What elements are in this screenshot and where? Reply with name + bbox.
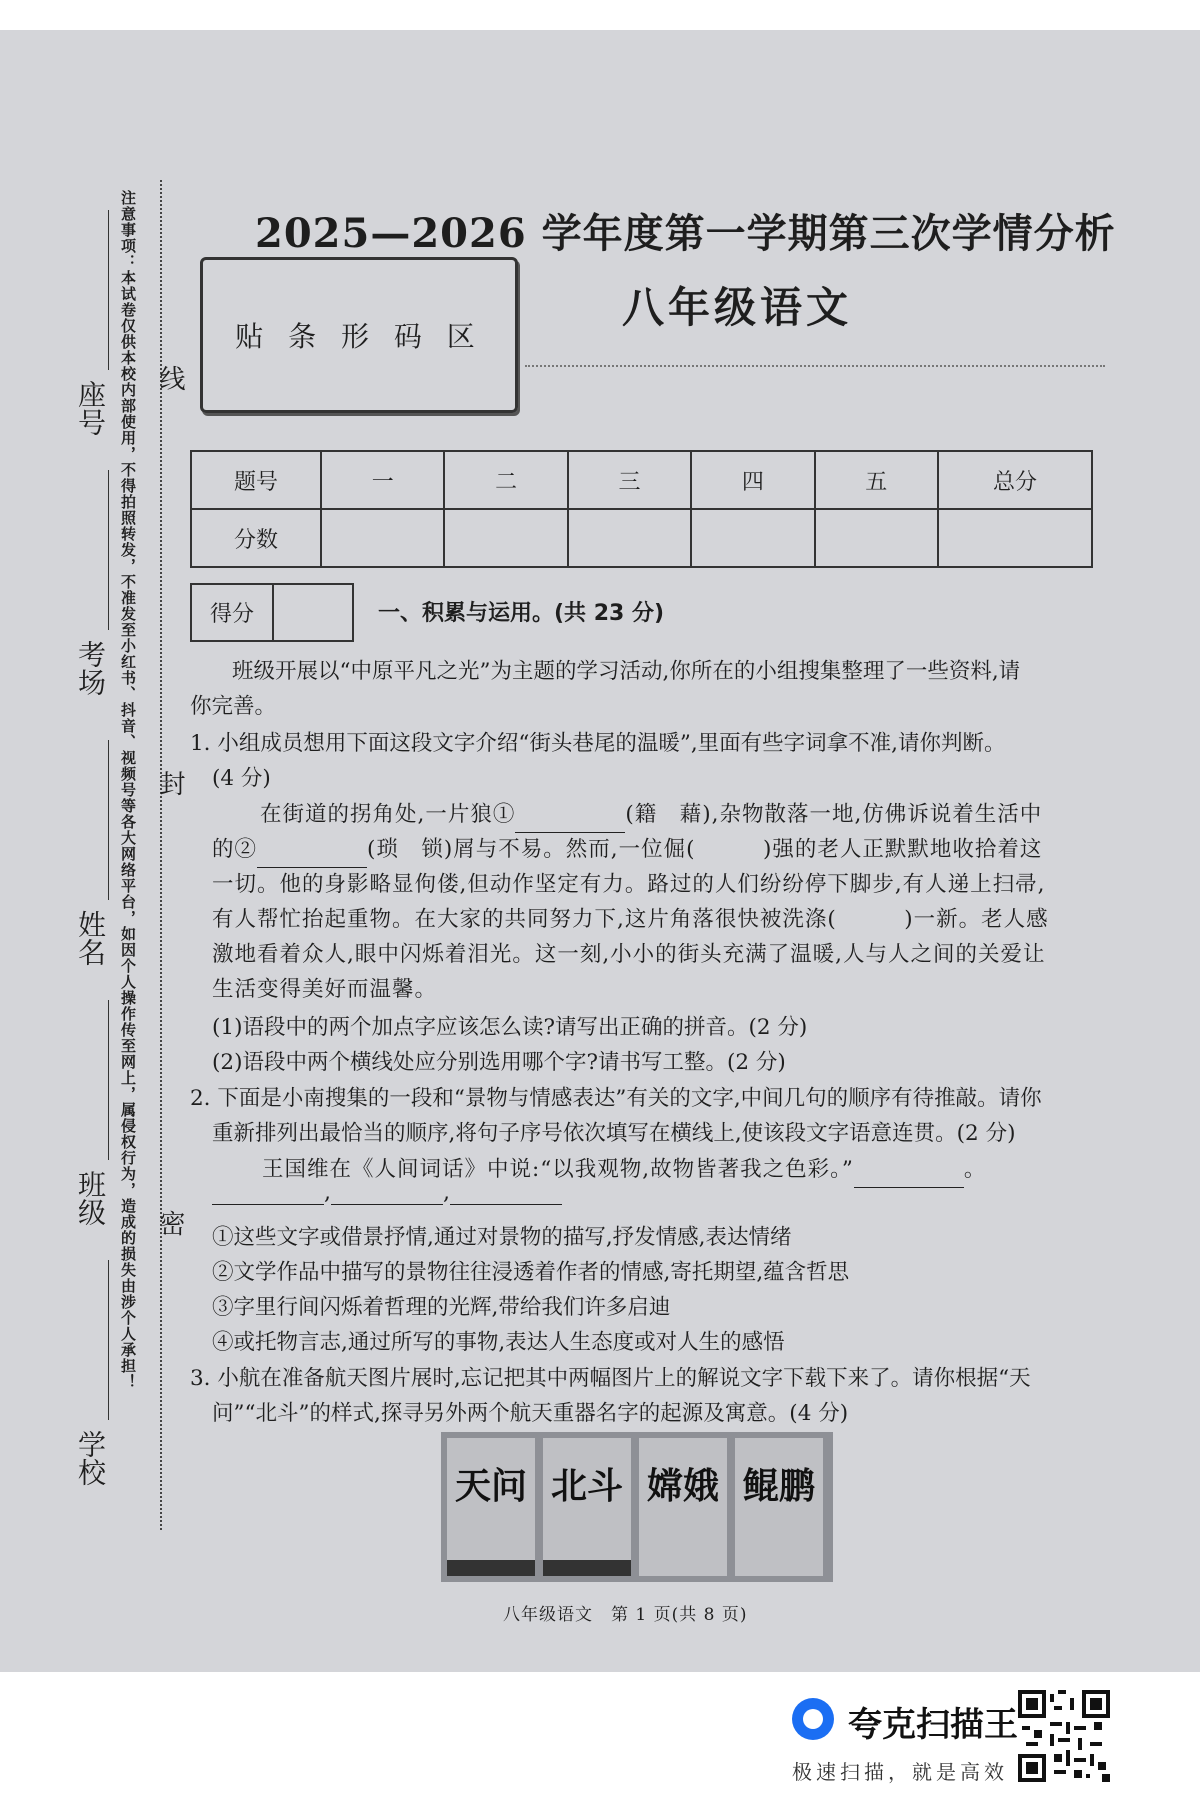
field-line-5 (108, 1260, 109, 1420)
seal-xian: 线 (155, 365, 185, 391)
score-input-cell[interactable] (444, 509, 567, 567)
order-blanks: , , (212, 1180, 562, 1205)
q2-quote-line: 王国维在《人间词话》中说:“以我观物,故物皆著我之色彩。” 。 (262, 1153, 986, 1188)
score-input-cell[interactable] (815, 509, 938, 567)
q2-stem-1: 2. 下面是小南搜集的一段和“景物与情感表达”有关的文字,中间几句的顺序有待推敲。请你 (190, 1086, 1042, 1111)
field-room: 考场 (74, 640, 107, 696)
seal-mi: 密 (155, 1210, 185, 1236)
table-cell: 三 (568, 451, 691, 509)
barcode-area: 贴 条 形 码 区 (200, 257, 518, 413)
q1-sub-2: (2)语段中两个横线处应分别选用哪个字?请书写工整。(2 分) (212, 1050, 786, 1075)
score-table-header-row (191, 451, 1092, 509)
table-cell: 总分 (938, 451, 1092, 509)
table-cell: 题号 (191, 451, 321, 509)
field-school: 学校 (74, 1430, 107, 1486)
q1-passage-line: 生活变得美好而温馨。 (212, 977, 438, 1002)
q1-passage-line: 有人帮忙抬起重物。在大家的共同努力下,这片角落很快被洗涤( )一新。老人感 (212, 907, 1049, 932)
exam-title: 2025—2026 学年度第一学期第三次学情分析 (255, 210, 1116, 257)
seal-feng: 封 (155, 770, 185, 796)
margin-notice: 注意事项：本试卷仅供本校内部使用，不得拍照转发，不准发至小红书、抖音、视频号等各大网络平台，如因个人操作传至网上，属侵权行为，造成的损失由涉个人承担！ (119, 190, 137, 1390)
q2-option-4: ④或托物言志,通过所写的事物,表达人生态度或对人生的感悟 (212, 1330, 785, 1355)
q2-option-3: ③字里行间闪烁着哲理的光辉,带给我们许多启迪 (212, 1295, 671, 1320)
score-table (190, 450, 1093, 568)
q1-stem-2: (4 分) (212, 766, 271, 791)
fill-blank-2[interactable] (257, 845, 367, 868)
qr-code-icon (1018, 1690, 1110, 1782)
field-line-3 (108, 740, 109, 900)
poster-beidou (543, 1438, 631, 1576)
field-seat: 座号 (74, 380, 107, 436)
score-input-cell[interactable] (321, 509, 444, 567)
field-class: 班级 (74, 1170, 107, 1226)
poster-title: 鲲鹏 (743, 1465, 816, 1507)
q2-option-1: ①这些文字或借景抒情,通过对景物的描写,抒发情感,表达情绪 (212, 1225, 792, 1250)
intro-line-1: 班级开展以“中原平凡之光”为主题的学习活动,你所在的小组搜集整理了一些资料,请 (232, 659, 1021, 684)
q1-sub-1: (1)语段中的两个加点字应该怎么读?请写出正确的拼音。(2 分) (212, 1015, 808, 1040)
scanner-logo-icon (792, 1698, 834, 1740)
spacecraft-posters (441, 1432, 833, 1582)
header-rule (525, 365, 1105, 367)
q3-stem-2: 问”“北斗”的样式,探寻另外两个航天重器名字的起源及寓意。(4 分) (212, 1401, 849, 1426)
section-score-box (190, 583, 354, 642)
poster-kunpeng (735, 1438, 823, 1576)
intro-line-2: 你完善。 (190, 694, 277, 719)
q1-passage-line: 在街道的拐角处,一片狼① (籍 藉),杂物散落一地,仿佛诉说着生活中 (260, 798, 1042, 833)
section-heading: 一、积累与运用。(共 23 分) (378, 601, 665, 626)
table-cell: 分数 (191, 509, 321, 567)
q1-passage-line: 一切。他的身影略显佝偻,但动作坚定有力。路过的人们纷纷停下脚步,有人递上扫帚, (212, 872, 1046, 897)
poster-change (639, 1438, 727, 1576)
scanner-name: 夸克扫描王 (848, 1705, 1018, 1745)
poster-tianwen (447, 1438, 535, 1576)
q2-option-2: ②文学作品中描写的景物往往浸透着作者的情感,寄托期望,蕴含哲思 (212, 1260, 850, 1285)
order-blank-3[interactable] (450, 1182, 562, 1205)
score-table-score-row (191, 509, 1092, 567)
score-input-cell[interactable] (568, 509, 691, 567)
order-blank-1[interactable] (212, 1182, 324, 1205)
table-cell: 一 (321, 451, 444, 509)
field-line-2 (108, 470, 109, 630)
exam-subtitle: 八年级语文 (622, 283, 853, 332)
fill-blank-1[interactable] (515, 810, 625, 833)
score-input-cell[interactable] (938, 509, 1092, 567)
q1-passage-line: 激地看着众人,眼中闪烁着泪光。这一刻,小小的街头充满了温暖,人与人之间的关爱让 (212, 942, 1046, 967)
poster-title: 嫦娥 (647, 1465, 720, 1507)
poster-title: 北斗 (551, 1465, 624, 1507)
poster-title: 天问 (455, 1465, 528, 1507)
table-cell: 四 (691, 451, 814, 509)
order-blank-2[interactable] (331, 1182, 443, 1205)
field-line-4 (108, 1000, 109, 1160)
q2-stem-2: 重新排列出最恰当的顺序,将句子序号依次填写在横线上,使该段文字语意连贯。(2 分) (212, 1121, 1016, 1146)
scanner-slogan: 极速扫描，就是高效 (792, 1760, 1008, 1784)
q1-stem-1: 1. 小组成员想用下面这段文字介绍“街头巷尾的温暖”,里面有些字词拿不准,请你判断。 (190, 731, 1006, 756)
order-blank-0[interactable] (854, 1165, 964, 1188)
table-cell: 二 (444, 451, 567, 509)
page-footer: 八年级语文 第 1 页(共 8 页) (503, 1605, 748, 1625)
score-input-cell[interactable] (691, 509, 814, 567)
field-name: 姓名 (74, 910, 107, 966)
field-line-1 (108, 210, 109, 370)
q3-stem-1: 3. 小航在准备航天图片展时,忘记把其中两幅图片上的解说文字下载下来了。请你根据“天 (190, 1366, 1031, 1391)
q1-passage-line: 的② (琐 锁)屑与不易。然而,一位倔( )强的老人正默默地收拾着这 (212, 833, 1042, 868)
section-score-label: 得分 (192, 585, 274, 640)
table-cell: 五 (815, 451, 938, 509)
exam-sheet (0, 30, 1200, 1672)
